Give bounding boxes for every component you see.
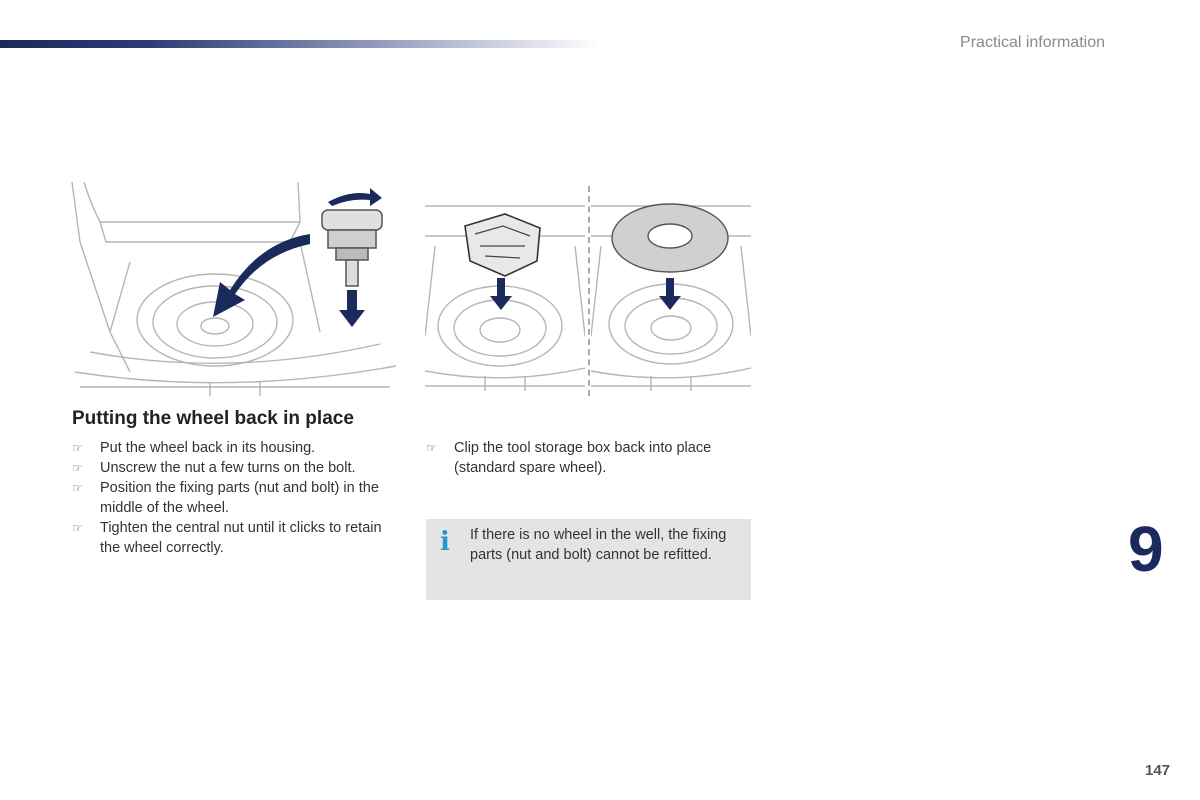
list-item: ☞ Unscrew the nut a few turns on the bolt. [72,460,356,476]
spare-wheel-cover-illustration [591,186,751,396]
section-heading: Putting the wheel back in place [72,408,354,429]
pointing-hand-icon: ☞ [426,441,437,455]
tool-box-illustration [425,186,585,396]
left-step-list [72,438,400,558]
list-item: ☞ Put the wheel back in its housing. [72,440,316,456]
info-icon: i [440,527,450,557]
list-item: ☞ Tighten the central nut until it clicks to retain the wheel correctly. [72,520,382,556]
pointing-hand-icon: ☞ [72,441,83,455]
list-item: ☞ Clip the tool storage box back into place (standard spare wheel). [426,440,712,476]
page-number: 147 [1145,762,1171,779]
right-step-list [426,438,746,478]
fixing-bolt-icon [322,210,382,286]
info-text: If there is no wheel in the well, the fixing parts (nut and bolt) cannot be refitted. [470,527,727,563]
header-gradient-bar [0,40,600,48]
wheel-lowering-illustration [70,182,398,400]
pointing-hand-icon: ☞ [72,521,83,535]
figure-divider [588,186,590,396]
info-box [426,519,751,600]
section-title: Practical information [960,34,1105,51]
pointing-hand-icon: ☞ [72,481,83,495]
list-item: ☞ Position the fixing parts (nut and bolt) in the middle of the wheel. [72,480,379,516]
chapter-number: 9 [1128,513,1164,585]
pointing-hand-icon: ☞ [72,461,83,475]
